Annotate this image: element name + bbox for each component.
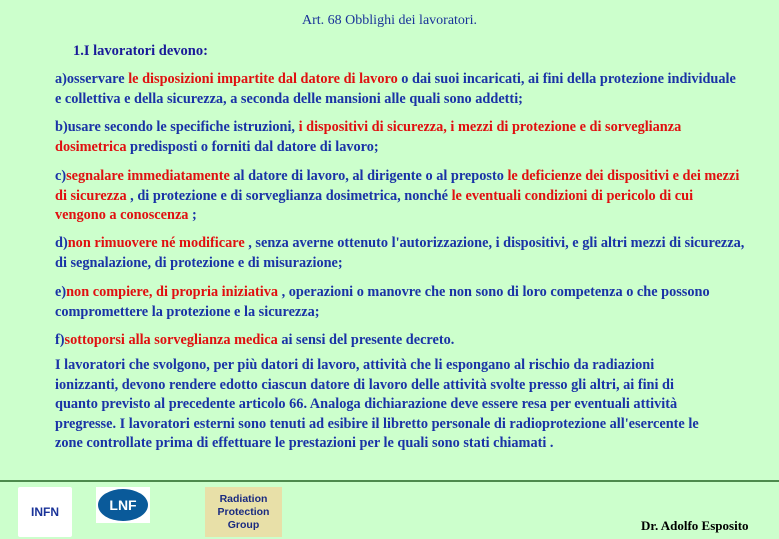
item-c-text-2: al datore di lavoro, al dirigente o al preposto [229, 168, 508, 184]
item-c-text-1: c) [55, 168, 67, 184]
radiation-protection-group-logo [205, 487, 282, 537]
item-f-text-1: f) [55, 332, 65, 348]
item-d-text-1: d) [55, 235, 68, 251]
intro-heading: 1.I lavoratori devono: [73, 43, 208, 59]
item-f-highlight-1: sottoporsi alla sorveglianza medica [64, 332, 278, 348]
item-e-highlight-1: non compiere, di propria iniziativa [66, 284, 279, 300]
item-c-highlight-2: le deficienze dei dispositivi e dei mezzi di sicurezza [55, 168, 740, 204]
item-c-text-3: , di protezione e di sorveglianza dosimetrica, nonché [126, 187, 452, 204]
item-a-text-1: a)osservare [55, 71, 129, 87]
item-c-highlight-3: le eventuali condizioni di pericolo di cui vengono a conoscenza [55, 187, 694, 223]
lnf-logo [96, 487, 150, 523]
author-name: Dr. Adolfo Esposito [641, 518, 749, 533]
item-c-highlight-1: segnalare immediatamente [66, 168, 230, 184]
item-d-text-2: , senza averne ottenuto l'autorizzazione, i dispositivi, e gli altri mezzi di sicurezza, di segnalazione, di protezione e di misurazione; [55, 235, 745, 271]
item-b-text-2: predisposti o forniti dal datore di lavoro; [126, 138, 379, 155]
item-a-text-2: o dai suoi incaricati, ai fini della protezione individuale e collettiva e della sicurezza, a seconda delle mansioni alle quali sono addetti; [55, 71, 736, 107]
item-b [55, 118, 745, 157]
item-f [55, 331, 745, 351]
item-b-text-1: b)usare secondo le specifiche istruzioni, [55, 119, 299, 135]
infn-logo [18, 487, 72, 537]
lnf-logo-text: LNF [98, 489, 148, 521]
item-e-text-1: e) [55, 284, 67, 300]
rpg-logo-line-2: Protection [217, 505, 270, 518]
item-c [55, 167, 745, 226]
item-f-text-2: ai sensi del presente decreto. [277, 332, 455, 348]
closing-paragraph: I lavoratori che svolgono, per più datori di lavoro, attività che li espongano al rischio da radiazioni ionizzanti, devono rendere edotto ciascun datore di lavoro delle attività svolte presso gli altri, ai fini di quanto previsto al precedente articolo 66. Analoga dichiarazione deve essere resa per eventuali attività pregresse. I lavoratori esterni sono tenuti ad esibire il libretto personale di radioprotezione all'esercente le zone controllate prima di effettuare le prestazioni per le quali sono stati chiamati . [55, 357, 699, 451]
item-c-text-4: ; [188, 207, 197, 223]
item-d [55, 234, 745, 273]
item-a [55, 70, 745, 109]
item-b-highlight-1: i dispositivi di sicurezza, i mezzi di protezione e di sorveglianza dosimetrica [55, 119, 682, 155]
rpg-logo-line-3: Group [227, 518, 260, 531]
infn-logo-text: INFN [31, 505, 59, 519]
footer-divider [0, 480, 779, 482]
slide-title: Art. 68 Obblighi dei lavoratori. [302, 13, 477, 28]
rpg-logo-line-1: Radiation [219, 492, 268, 505]
item-a-highlight-1: le disposizioni impartite dal datore di lavoro [128, 71, 398, 87]
item-d-highlight-1: non rimuovere né modificare [67, 235, 245, 251]
item-e-text-2: , operazioni o manovre che non sono di loro competenza o che possono compromettere la protezione e la sicurezza; [55, 284, 710, 320]
item-e [55, 283, 745, 322]
